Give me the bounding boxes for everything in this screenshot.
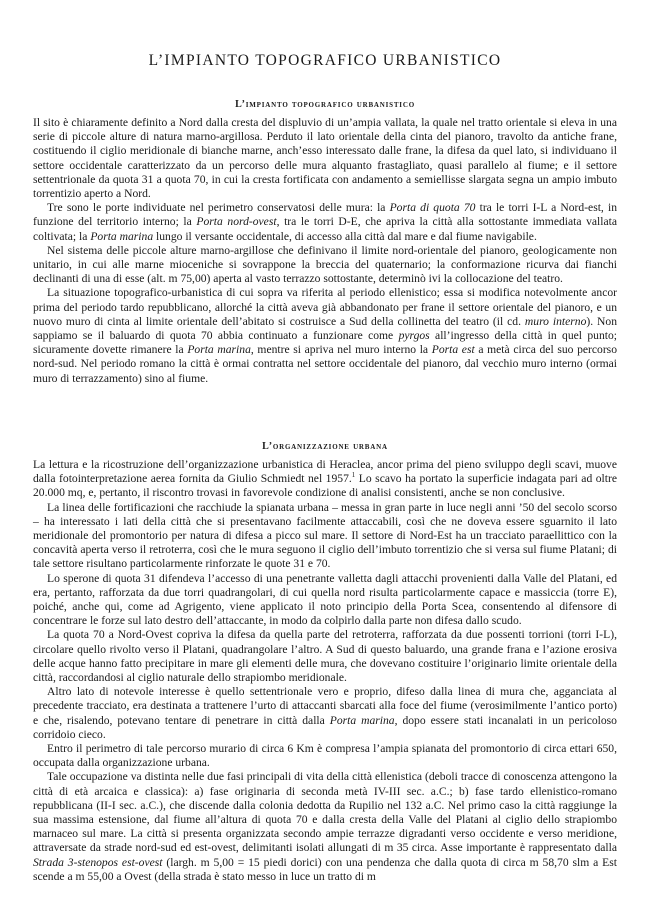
- section-body-impianto: [33, 116, 617, 386]
- italic-term: Porta est: [431, 343, 475, 357]
- paragraph: Entro il perimetro di tale percorso murario di circa 6 Km è compresa l’ampia spianata del promontorio di circa ettari 650, occupata dalla organizzazione urbana.: [33, 742, 617, 770]
- running-head: L’IMPIANTO TOPOGRAFICO URBANISTICO: [148, 52, 502, 69]
- italic-term: Porta marina: [187, 343, 251, 357]
- paragraph: Tale occupazione va distinta nelle due fasi principali di vita della città ellenistica (deboli tracce di conoscenza attengono la città di età arcaica e classica): a) fase originaria di seconda metà IV-III sec. a.C.; b) fase tardo ellenistico-romano repubblicana (II-I sec. a.C.), che discende dalla colonia dedotta da Rupilio nel 132 a.C. Nel primo caso la città raggiunge la sua massima estensione, dal fiume all’altura di quota 70 e dalla cresta della Valle del Platani al ciglio dello strapiombo marnaceo sul mare. La città si presenta organizzata secondo ampie terrazze digradanti verso occidente e verso meridione, attraversate da strade nord-sud ed est-ovest, delimitanti isolati allungati di m 35 circa. Asse importante è rappresentato dalla Strada 3-stenopos est-ovest (largh. m 5,00 = 15 piedi dorici) con una pendenza che dalla quota di circa m 58,70 slm a Est scende a m 55,00 a Ovest (della strada è stato messo in luce un tratto di m: [33, 770, 617, 883]
- italic-term: Porta di quota 70: [389, 201, 476, 215]
- paragraph: La quota 70 a Nord-Ovest copriva la difesa da quella parte del retroterra, rafforzata da due possenti torrioni (torri I-L), circolare quello rivolto verso il Platani, quadrangolare l’altro. A Sud di questo baluardo, una grande frana e l’azione erosiva delle acque hanno fatto precipitare in mare gli elementi delle mura, che dovevano costituire l’originario limite orientale della città, raccordandosi al ciglio naturale dello strapiombo meridionale.: [33, 628, 617, 685]
- paragraph: La situazione topografico-urbanistica di cui sopra va riferita al periodo ellenistico; essa si modifica notevolmente ancor prima del periodo tardo repubblicano, allorché la città aveva già abbandonato per frane il settore orientale del pianoro, e un nuovo muro di cinta al limite orientale dell’abitato si costruisce a Sud della collinetta del teatro (il cd. muro interno). Non sappiamo se il baluardo di quota 70 abbia continuato a funzionare come pyrgos all’ingresso della città in quel punto; sicuramente dovette rimanere la Porta marina, mentre si apriva nel muro interno la Porta est a metà circa del suo percorso nord-sud. Nel periodo romano la città è ormai contratta nel settore occidentale del pianoro, dal vecchio muro interno (ormai muro di terrazzamento) sino al fiume.: [33, 286, 618, 385]
- italic-term: Porta marina: [90, 229, 154, 243]
- paragraph: Il sito è chiaramente definito a Nord dalla cresta del displuvio di un’ampia vallata, la quale nel tratto orientale si eleva in una serie di piccole alture di natura marno-argillosa. Perduto il lato orientale della cinta del pianoro, travolto da antiche frane, costituendo il ciglio meridionale di bianche marne, anch’esso interessato dalle frane, la difesa da quel lato, si individuano il settore occidentale caratterizzato da un percorso delle mura alquanto frastagliato, quasi parallelo al fiume; e il settore settentrionale da quota 31 a quota 70, in cui la cresta fortificata con andamento a semiellisse slargata segna un ampio imbuto torrentizio aperto a Nord.: [33, 116, 617, 201]
- section-title-organizzazione: L’organizzazione urbana: [262, 441, 388, 452]
- paragraph: Lo sperone di quota 31 difendeva l’accesso di una penetrante valletta dagli attacchi provenienti dalla Valle del Platani, ed era, pertanto, rafforzata da due torri quadrangolari, di cui quella nord risulta particolarmente capace e massiccia (torre E), poiché, anche qui, come ad Agrigento, viene applicato il noto principio della Porta Scea, consentendo al difensore di concentrare le forze sul lato destro dell’attaccante, in modo da colpirlo dalla parte non difesa dallo scudo.: [33, 571, 617, 628]
- section-title-impianto: L’impianto topografico urbanistico: [235, 99, 415, 110]
- paragraph: La lettura e la ricostruzione dell’organizzazione urbanistica di Heraclea, ancor prima del pieno sviluppo degli scavi, muove dalla fotointerpretazione aerea fornita da Giulio Schmiedt nel 1957.$^1$ Lo scavo ha portato la superficie indagata pari ad oltre 20.000 mq, e, pertanto, il riscontro trovasi in favorevole condizione di analisi consistenti, anche se non conclusive.: [33, 458, 617, 500]
- paragraph: Tre sono le porte individuate nel perimetro conservatosi delle mura: la Porta di quota 70 tra le torri I-L a Nord-est, in funzione del territorio interno; la Porta nord-ovest, tra le torri D-E, che apriva la città alla sottostante immediata vallata coltivata; la Porta marina lungo il versante occidentale, di accesso alla città dal mare e dal fiume navigabile.: [33, 201, 618, 243]
- paragraph: Altro lato di notevole interesse è quello settentrionale vero e proprio, difeso dalla linea di mura che, agganciata al precedente tracciato, era destinata a trattenere l’urto di attaccanti sbarcati alla foce del fiume (verosimilmente l’antico porto) e che, risalendo, potevano tentare di penetrare in città dalla Porta marina, dopo essere stati incanalati in un pericoloso corridoio cieco.: [33, 685, 617, 741]
- italic-term: Porta marina: [329, 713, 395, 727]
- paragraph: Nel sistema delle piccole alture marno-argillose che definivano il limite nord-orientale del pianoro, geologicamente non unitario, in cui alle marne mioceniche si sovrappone la breccia del quaternario; la conformazione ricurva dai fianchi declinanti di una di esse (alt. m 75,00) aperta al vasto terrazzo sottostante, determinò ivi la collocazione del teatro.: [33, 243, 617, 286]
- footnote-ref: 1: [351, 471, 356, 480]
- italic-term: Porta nord-ovest: [196, 215, 277, 229]
- italic-term: Strada 3-stenopos est-ovest: [33, 855, 163, 869]
- italic-term: pyrgos: [398, 329, 430, 343]
- paragraph: La linea delle fortificazioni che racchiude la spianata urbana – messa in gran parte in luce negli anni ’50 del secolo scorso – ha interessato i lati della città che si presentavano facilmente attaccabili, così che ne doveva essere sguarnito il lato meridionale del promontorio per natura di difesa a picco sul mare. Il settore di Nord-Est ha un tracciato paraellittico con la concavità aperta verso il retroterra, così che le mura seguono il ciglio dell’imbuto torrentizio che si versa sul fiume Platani; di tale settore risultano particolarmente rinforzate le quote 31 e 70.: [33, 500, 617, 571]
- italic-term: muro interno: [524, 314, 587, 328]
- section-body-organizzazione: [33, 458, 617, 884]
